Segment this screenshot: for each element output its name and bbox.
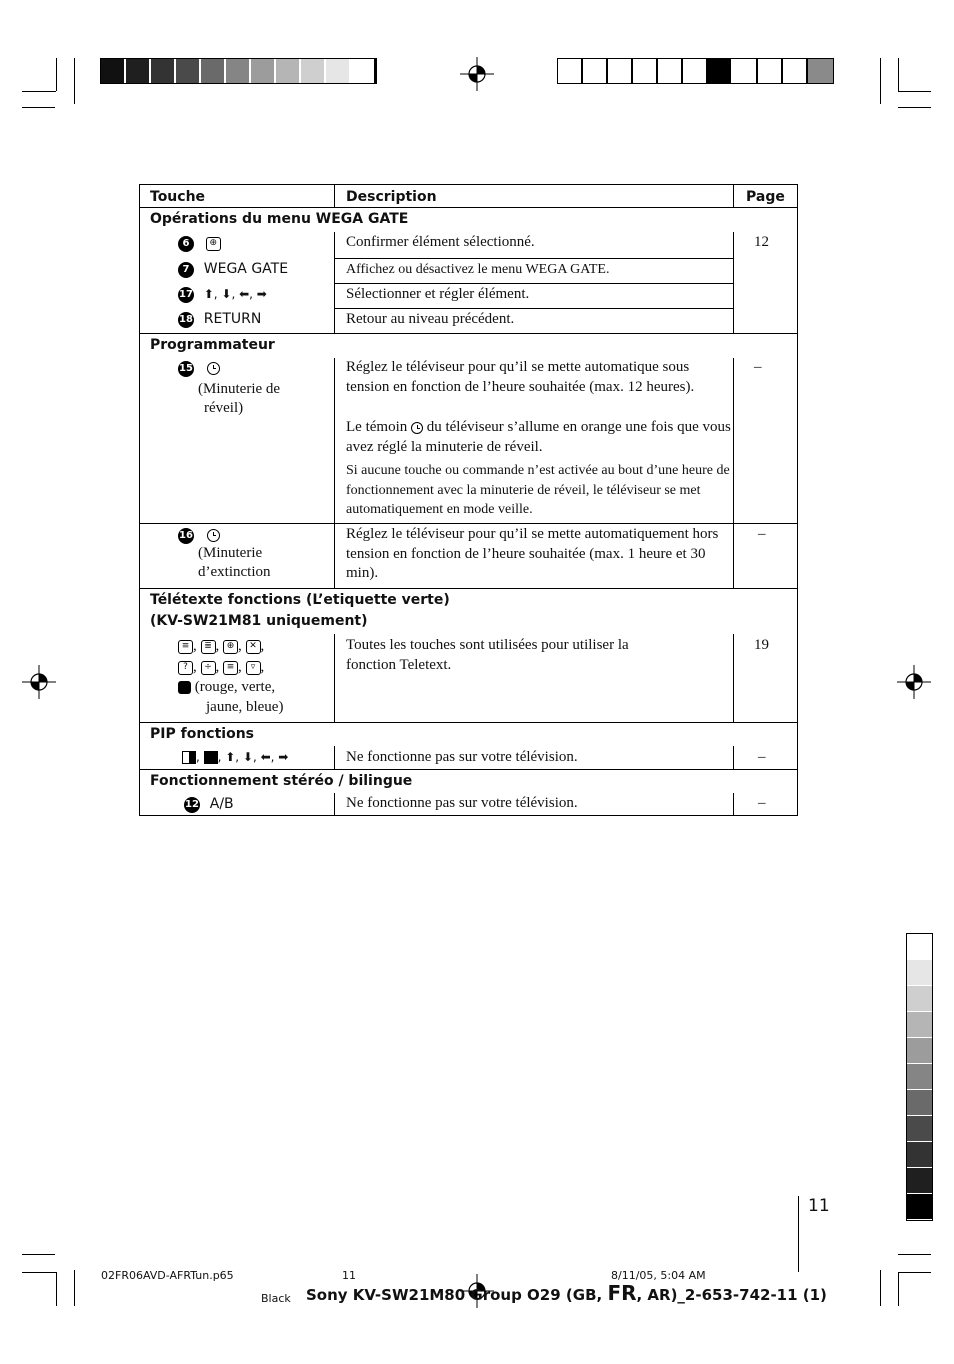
prog-wakeup-page: – [754,359,762,375]
crop-mark [898,91,931,92]
key-number-badge: 15 [178,361,194,377]
color-swatch [201,59,226,83]
teletext-keys-row3 [178,678,275,698]
prog-row-sleep-key [178,525,220,545]
prog-wakeup-desc-3: Si aucune touche ou commande n’est activée au bout d’une heure de fonctionnement avec la minuterie de réveil, le téléviseur se met automatiquement en mode veille. [346,463,730,517]
crop-mark [22,107,55,108]
color-bar-top-right [557,58,834,84]
sleep-timer-icon [207,529,220,542]
color-swatch [126,59,151,83]
color-swatch [808,59,833,83]
crop-mark [898,1254,931,1255]
teletext-color-label: (rouge, verte, [194,679,276,695]
wega-row-ok [178,233,221,253]
color-swatch [907,986,932,1012]
teletext-cancel-icon: ✕ [246,640,261,654]
color-swatch [708,59,733,83]
crop-mark [898,107,931,108]
teletext-index-icon: ≡ [223,661,238,675]
section-title-wega: Opérations du menu WEGA GATE [150,211,409,227]
color-swatch [907,1038,932,1064]
color-swatch [326,59,351,83]
key-label: WEGA GATE [203,261,289,277]
color-swatch [907,1090,932,1116]
prog-wakeup-label-1: (Minuterie de [198,381,281,397]
wega-row-return [178,309,261,329]
remote-keys-table [139,184,798,816]
color-swatch [558,59,583,83]
color-swatch [151,59,176,83]
footer-title [306,1281,827,1305]
registration-mark-icon [897,665,931,699]
pip-desc: Ne fonctionne pas sur votre télévision. [346,749,578,765]
wega-desc-ok: Confirmer élément sélectionné. [346,234,535,250]
color-swatch [633,59,658,83]
page-number-rule [798,1196,799,1272]
prog-wakeup-label-2: réveil) [204,400,244,416]
crop-mark [22,1254,55,1255]
section-title-teletext-1: Télétexte fonctions (L’etiquette verte) [150,592,450,608]
prog-sleep-desc: Réglez le téléviseur pour qu’il se mette automatiquement hors tension en fonction de l’heure souhaitée (max. 1 heure et 30 min). [346,526,719,581]
color-swatch [301,59,326,83]
color-swatch [907,1064,932,1090]
teletext-reveal-icon: ? [178,661,193,675]
teletext-color-label-2: jaune, bleue) [206,699,284,715]
color-swatch [907,960,932,986]
prog-wakeup-desc-1: Réglez le téléviseur pour qu’il se mette automatique sous tension en fonction de l’heure souhaitée (max. 12 heures). [346,359,695,395]
crop-mark [74,1270,75,1306]
key-label: RETURN [203,311,262,327]
pip-arrow-keys: , ⬆, ⬇, ⬅, ➡ [217,750,289,764]
key-number-badge: 6 [178,236,194,252]
header-description: Description [346,189,437,205]
footer-date: 8/11/05, 5:04 AM [611,1269,706,1282]
crop-mark [880,1270,881,1306]
wega-desc-arrows: Sélectionner et régler élément. [346,286,530,302]
color-swatch [733,59,758,83]
header-page: Page [746,189,785,205]
key-number-badge: 18 [178,312,194,328]
prog-wakeup-desc-2 [346,418,732,457]
wega-row-wegagate [178,259,288,279]
footer-file: 02FR06AVD-AFRTun.p65 [101,1269,234,1282]
crop-mark [898,1272,931,1273]
stereo-page: – [758,795,766,811]
color-bar-top-left [100,58,377,84]
teletext-hold-icon: ⊕ [223,640,238,654]
prog-sleep-label-2: d’extinction [198,564,271,580]
key-number-badge: 17 [178,287,194,303]
color-swatch [608,59,633,83]
section-title-programmateur: Programmateur [150,337,275,353]
color-swatch [907,1012,932,1038]
pip-icon [182,751,196,764]
teletext-keys-row1: ≡ , ≣ , ⊕ , ✕ , [178,636,264,656]
color-swatch [176,59,201,83]
color-swatch [658,59,683,83]
teletext-page: 19 [754,637,769,653]
wega-desc-return: Retour au niveau précédent. [346,311,515,327]
timer-indicator-icon [411,422,423,434]
key-number-badge: 16 [178,528,194,544]
key-number-badge: 7 [178,262,194,278]
prog-sleep-label-1: (Minuterie [198,545,263,561]
section-title-pip: PIP fonctions [150,726,254,742]
teletext-subpage-icon: ▿ [246,661,261,675]
registration-mark-icon [22,665,56,699]
key-number-badge: 12 [184,797,200,813]
color-swatch [907,1194,932,1220]
teletext-size-icon: ÷ [201,661,216,675]
arrow-keys-icon: ⬆, ⬇, ⬅, ➡ [203,287,267,301]
pip-keys: , , ⬆, ⬇, ⬅, ➡ [182,747,288,767]
color-swatch [251,59,276,83]
prog-row-wakeup-key [178,358,220,378]
header-touche: Touche [150,189,206,205]
color-swatch [351,59,376,83]
crop-mark [56,58,57,91]
color-swatch [907,934,932,960]
wega-row-arrows [178,284,267,304]
footer-title-a: Sony KV-SW21M80 Group O29 (GB, [306,1286,603,1304]
crop-mark [898,58,899,91]
section-title-teletext-2: (KV-SW21M81 uniquement) [150,613,368,629]
prog-wakeup-desc-2a: Le témoin [346,419,408,435]
color-swatch [758,59,783,83]
color-button-icon [178,681,191,694]
color-swatch [907,1168,932,1194]
pip-page: – [758,749,766,765]
crop-mark [880,58,881,104]
teletext-icon: ≡ [178,640,193,654]
page-number: 11 [808,1196,830,1216]
registration-mark-icon [460,57,494,91]
footer-title-b: , AR)_2-653-742-11 (1) [636,1286,827,1304]
crop-mark [56,1272,57,1306]
color-swatch [101,59,126,83]
prog-sleep-page: – [758,526,766,542]
color-swatch [783,59,808,83]
wega-page: 12 [754,234,769,250]
color-swatch [583,59,608,83]
prog-wakeup-desc-2b: du téléviseur s’allume en orange une fois que vous avez réglé la minuterie de réveil. [346,419,731,455]
section-title-stereo: Fonctionnement stéréo / bilingue [150,773,413,789]
wega-desc-wegagate: Affichez ou désactivez le menu WEGA GATE. [346,262,610,277]
key-label: A/B [209,796,234,812]
teletext-mix-icon: ≣ [201,640,216,654]
color-swatch [683,59,708,83]
crop-mark [898,1272,899,1306]
footer-title-fr: FR [607,1281,637,1305]
teletext-keys-row2: ? , ÷ , ≡ , ▿ , [178,657,264,677]
timer-icon [207,362,220,375]
color-swatch [226,59,251,83]
crop-mark [74,58,75,104]
teletext-desc: Toutes les touches sont utilisées pour utiliser la fonction Teletext. [346,637,629,673]
footer-color: Black [261,1292,291,1305]
pip-swap-icon [204,751,218,764]
color-swatch [907,1142,932,1168]
crop-mark [22,91,56,92]
color-swatch [907,1116,932,1142]
stereo-row-key [184,794,234,814]
color-bar-side [906,933,933,1221]
footer-page: 11 [342,1269,356,1282]
ok-button-icon: ⊕ [206,237,221,251]
crop-mark [22,1272,56,1273]
color-swatch [276,59,301,83]
stereo-desc: Ne fonctionne pas sur votre télévision. [346,795,578,811]
